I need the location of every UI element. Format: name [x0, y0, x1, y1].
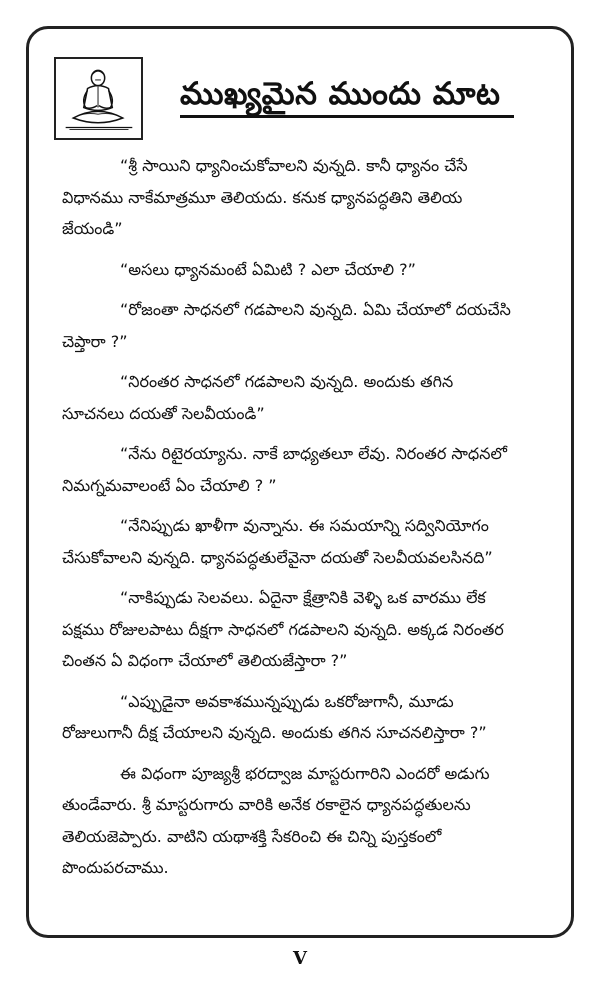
- text-line: చెప్తారా ?”: [62, 331, 128, 351]
- text-line: “అసలు ధ్యానమంటే ఏమిటి ? ఎలా చేయాలి ?”: [120, 259, 416, 279]
- paragraph: [62, 686, 558, 749]
- title-underline: [180, 115, 514, 118]
- text-line: సూచనలు దయతో సెలవీయండి”: [62, 403, 265, 423]
- text-line: “నాకిప్పుడు సెలవలు. ఏదైనా క్షేత్రానికి వెళ్ళి ఒక వారము లేక: [120, 588, 486, 607]
- paragraph: [62, 294, 558, 357]
- text-line: “నిరంతర సాధనలో గడపాలని వున్నది. అందుకు తగిన: [120, 372, 454, 391]
- text-line: రోజులుగానీ దీక్ష చేయాలని వున్నది. అందుకు తగిన సూచనలిస్తారా ?”: [62, 723, 487, 742]
- text-line: తెలియజెప్పారు. వాటిని యథాశక్తి సేకరించి ఈ చిన్ని పుస్తకంలో: [62, 826, 442, 846]
- seated-figure-icon: [56, 59, 141, 138]
- text-line: చింతన ఏ విధంగా చేయాలో తెలియజేస్తారా ?”: [62, 651, 348, 670]
- paragraph: [62, 758, 558, 884]
- paragraph: [62, 254, 558, 286]
- text-line: చేసుకోవాలని వున్నది. ధ్యానపద్ధతులేవైనా దయతో సెలవీయవలసినది”: [62, 547, 493, 567]
- text-line: విధానము నాకేమాత్రమూ తెలియదు. కనుక ధ్యానపద్ధతిని తెలియ: [62, 187, 463, 207]
- text-line: “రోజంతా సాధనలో గడపాలని వున్నది. ఏమి చేయాలో దయచేసి: [120, 300, 511, 319]
- text-line: తుండేవారు. శ్రీ మాస్టరుగారు వారికి అనేక రకాలైన ధ్యానపద్ధతులను: [62, 795, 471, 814]
- paragraph: [62, 366, 558, 429]
- text-line: జేయండి”: [62, 219, 123, 238]
- body-text: [62, 150, 558, 893]
- text-line: ఈ విధంగా పూజ్యశ్రీ భరద్వాజ మాస్టరుగారిని ఎందరో అడుగు: [120, 763, 490, 783]
- portrait-image: [54, 57, 143, 140]
- text-line: పక్షము రోజులపాటు దీక్షగా సాధనలో గడపాలని వున్నది. అక్కడ నిరంతర: [62, 619, 504, 639]
- paragraph: [62, 510, 558, 573]
- paragraph: [62, 438, 558, 501]
- text-line: నిమగ్నమవాలంటే ఏం చేయాలి ? ”: [62, 475, 277, 495]
- page-title: ముఖ్యమైన ముందు మాట: [180, 76, 501, 112]
- paragraph: [62, 582, 558, 677]
- text-line: “శ్రీ సాయిని ధ్యానించుకోవాలని వున్నది. కానీ ధ్యానం చేసే: [120, 156, 468, 175]
- text-line: “నేను రిటైరయ్యాను. నాకే బాధ్యతలూ లేవు. నిరంతర సాధనలో: [120, 444, 507, 463]
- page-number: V: [293, 948, 307, 969]
- text-line: పొందుపరచాము.: [62, 858, 169, 877]
- text-line: “ఎప్పుడైనా అవకాశమున్నప్పుడు ఒకరోజుగానీ, మూడు: [120, 691, 454, 711]
- paragraph: [62, 150, 558, 245]
- text-line: “నేనిప్పుడు ఖాళీగా వున్నాను. ఈ సమయాన్ని సద్వినియోగం: [120, 516, 489, 535]
